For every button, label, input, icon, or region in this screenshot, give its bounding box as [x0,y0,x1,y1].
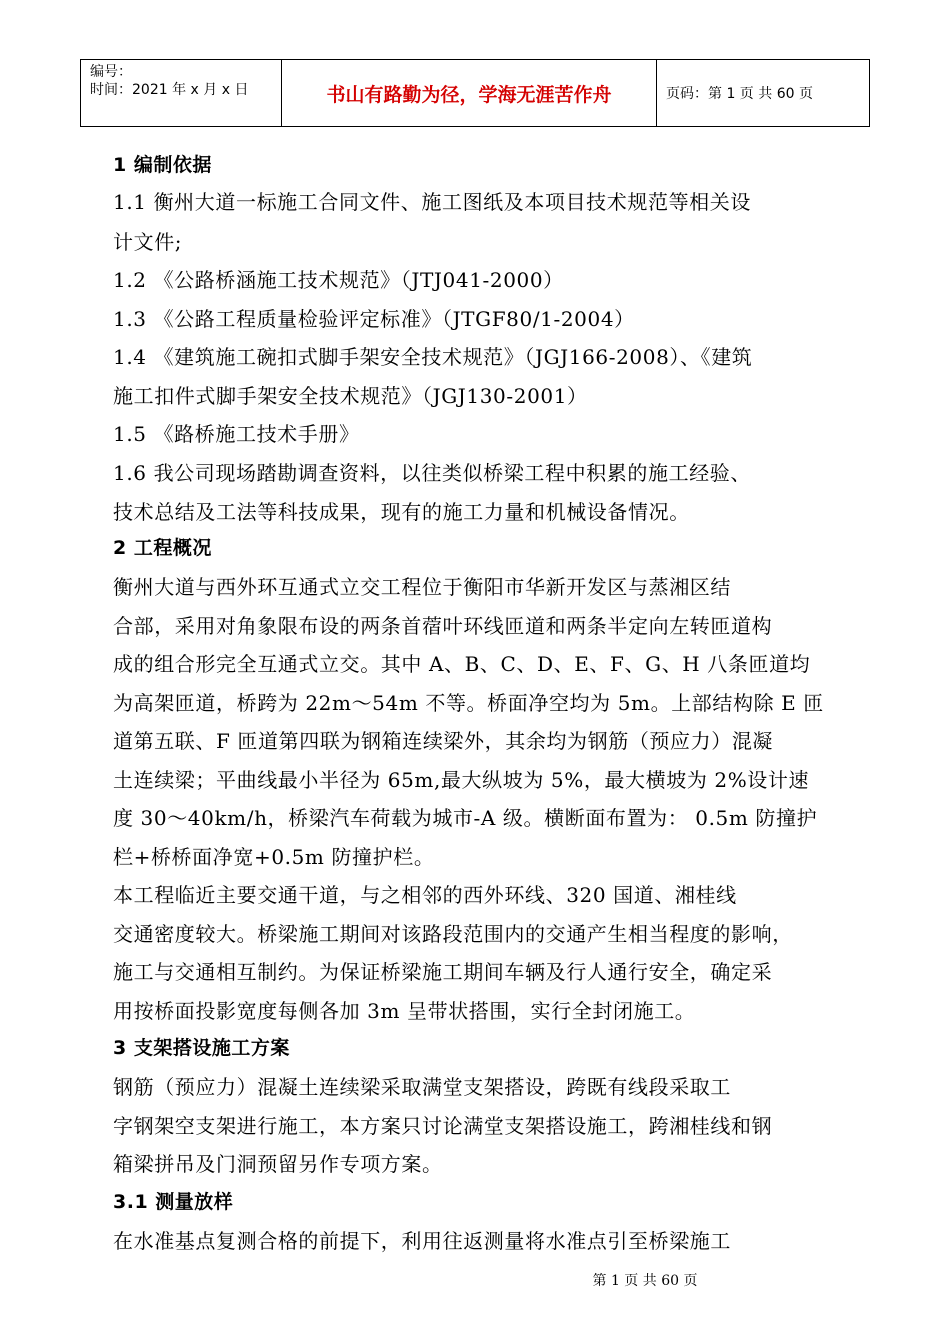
body-line: 施工扣件式脚手架安全技术规范》（JGJ130-2001） [113,384,588,408]
document-header [80,59,870,127]
body-line: 1.2 《公路桥涵施工技术规范》（JTJ041-2000） [113,268,564,292]
header-page-label: 页码：第 1 页 共 60 页 [666,86,813,102]
body-line: 钢筋（预应力）混凝土连续梁采取满堂支架搭设，跨既有线段采取工 [113,1075,731,1099]
page-footer: 第 1 页 共 60 页 [592,1273,698,1289]
document-time-label: 时间：2021 年 x 月 x 日 [90,82,249,98]
body-line: 栏+桥桥面净宽+0.5m 防撞护栏。 [113,845,435,869]
section-heading-1: 1 编制依据 [113,154,212,176]
header-motto: 书山有路勤为径，学海无涯苦作舟 [282,60,657,126]
body-line: 1.3 《公路工程质量检验评定标准》（JTGF80/1-2004） [113,307,635,331]
body-line: 成的组合形完全互通式立交。其中 A、B、C、D、E、F、G、H 八条匝道均 [113,652,811,676]
section-heading-3-1: 3.1 测量放样 [113,1191,234,1213]
header-left-cell [81,60,282,126]
body-line: 技术总结及工法等科技成果，现有的施工力量和机械设备情况。 [113,500,690,524]
body-line: 1.5 《路桥施工技术手册》 [113,422,360,446]
body-line: 道第五联、F 匝道第四联为钢箱连续梁外，其余均为钢筋（预应力）混凝 [113,729,774,753]
body-line: 土连续梁；平曲线最小半径为 65m,最大纵坡为 5%，最大横坡为 2%设计速 [113,768,810,792]
body-line: 施工与交通相互制约。为保证桥梁施工期间车辆及行人通行安全，确定采 [113,960,773,984]
section-heading-2: 2 工程概况 [113,537,212,559]
document-number-label: 编号： [90,64,132,80]
body-line: 用按桥面投影宽度每侧各加 3m 呈带状搭围，实行全封闭施工。 [113,999,696,1023]
body-line: 合部，采用对角象限布设的两条首蓿叶环线匝道和两条半定向左转匝道构 [113,614,773,638]
body-line: 箱梁拼吊及门洞预留另作专项方案。 [113,1152,443,1176]
body-line: 衡州大道与西外环互通式立交工程位于衡阳市华新开发区与蒸湘区结 [113,575,731,599]
section-heading-3: 3 支架搭设施工方案 [113,1037,290,1059]
body-line: 为高架匝道，桥跨为 22m～54m 不等。桥面净空均为 5m。上部结构除 E 匝 [113,691,824,715]
body-line: 1.1 衡州大道一标施工合同文件、施工图纸及本项目技术规范等相关设 [113,190,751,214]
body-line: 本工程临近主要交通干道，与之相邻的西外环线、320 国道、湘桂线 [113,883,737,907]
body-line: 字钢架空支架进行施工，本方案只讨论满堂支架搭设施工，跨湘桂线和钢 [113,1114,773,1138]
body-line: 交通密度较大。桥梁施工期间对该路段范围内的交通产生相当程度的影响， [113,922,793,946]
body-line: 1.6 我公司现场踏勘调查资料，以往类似桥梁工程中积累的施工经验、 [113,461,751,485]
body-line: 在水准基点复测合格的前提下，利用往返测量将水准点引至桥梁施工 [113,1229,731,1253]
body-line: 计文件; [113,230,183,254]
body-line: 1.4 《建筑施工碗扣式脚手架安全技术规范》（JGJ166-2008）、《建筑 [113,345,753,369]
body-line: 度 30～40km/h，桥梁汽车荷载为城市-A 级。横断面布置为： 0.5m 防撞护 [113,806,818,830]
